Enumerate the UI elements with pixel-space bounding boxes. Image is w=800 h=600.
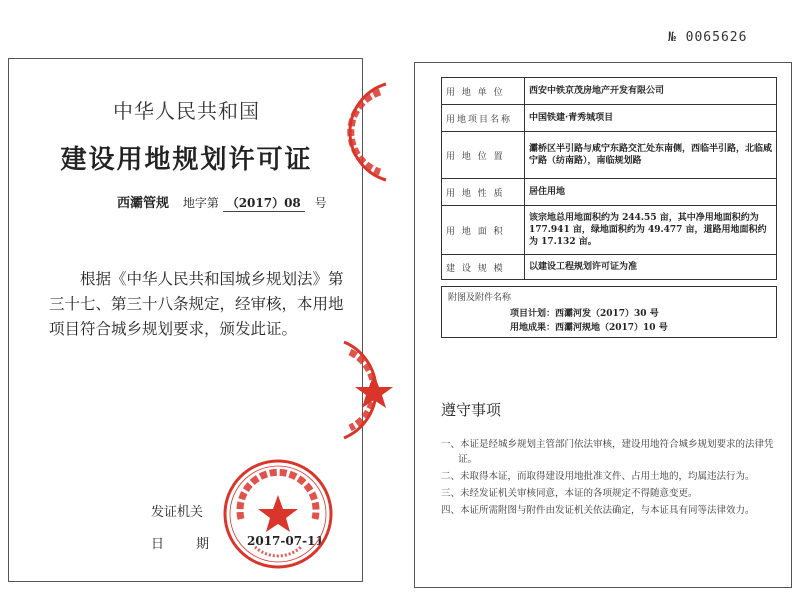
issuer-label: 发证机关	[151, 505, 204, 520]
document-number	[117, 192, 327, 212]
certificate-title: 建设用地规划许可证	[60, 145, 313, 175]
attachments-title: 附图及附件名称	[448, 293, 512, 303]
table-row	[442, 78, 777, 105]
date-label-part1: 日	[151, 537, 165, 552]
certificate-front-page	[8, 58, 363, 582]
country-title: 中华人民共和国	[113, 99, 260, 123]
notice-title: 遵守事项	[441, 401, 502, 419]
table-row	[442, 255, 777, 280]
doc-prefix: 西灞管规	[117, 196, 170, 211]
land-info-table	[441, 77, 777, 280]
notice-item: 三、未经发证机关审核同意，本证的各项规定不得随意变更。	[441, 488, 698, 499]
table-row	[442, 132, 777, 179]
doc-word: 地字第	[182, 196, 219, 210]
notice-list	[441, 437, 786, 520]
issuer-seal-stamp	[219, 455, 337, 573]
issue-date: 2017-07-11	[247, 534, 324, 548]
notice-item: 四、本证所需附图与附件由发证机关依法确定，与本证具有同等法律效力。	[441, 505, 755, 516]
serial-number: № 0065626	[668, 30, 748, 45]
row-label-scale: 建 设 规 模	[442, 255, 525, 280]
notice-item: 二、未取得本证，而取得建设用地批准文件、占用土地的，均属违法行为。	[441, 471, 755, 482]
row-label-land-area: 用 地 面 积	[442, 206, 525, 255]
row-label-land-use: 用 地 性 质	[442, 179, 525, 206]
date-label-part2: 期	[196, 537, 210, 552]
certificate-detail-page	[414, 62, 792, 588]
row-value-land-use: 居住用地	[525, 179, 777, 206]
attachment-item: 用地成果：西灞河规地（2017）10 号	[510, 323, 668, 333]
table-row	[442, 105, 777, 132]
row-value-location: 灞桥区半引路与咸宁东路交汇处东南侧，西临半引路，北临咸宁路（纺南路），南临规划路	[525, 132, 777, 179]
doc-number-value: （2017）08	[223, 194, 305, 212]
attachment-item: 项目计划：西灞河发（2017）30 号	[510, 309, 659, 319]
row-label-location: 用 地 位 置	[442, 132, 525, 179]
row-value-land-area: 该宗地总用地面积约为 244.55 亩，其中净用地面积约为 177.941 亩，绿地面积约为 49.477 亩，道路用地面积约为 17.132 亩。	[525, 206, 777, 255]
table-row	[442, 179, 777, 206]
notice-item: 一、本证是经城乡规划主管部门依法审核，建设用地符合城乡规划要求的法律凭证。	[441, 439, 774, 465]
attachments-box	[441, 286, 777, 338]
row-label-project-name: 用地项目名称	[442, 105, 525, 132]
row-value-land-unit: 西安中铁京茂房地产开发有限公司	[525, 78, 777, 105]
row-value-project-name: 中国铁建·青秀城项目	[525, 105, 777, 132]
row-value-scale: 以建设工程规划许可证为准	[525, 255, 777, 280]
date-label	[151, 533, 209, 552]
table-row	[442, 206, 777, 255]
certificate-body: 根据《中华人民共和国城乡规划法》第三十七、第三十八条规定，经审核，本用地项目符合城乡规划要求，颁发此证。	[49, 270, 344, 338]
row-label-land-unit: 用 地 单 位	[442, 78, 525, 105]
doc-suffix: 号	[314, 196, 327, 210]
